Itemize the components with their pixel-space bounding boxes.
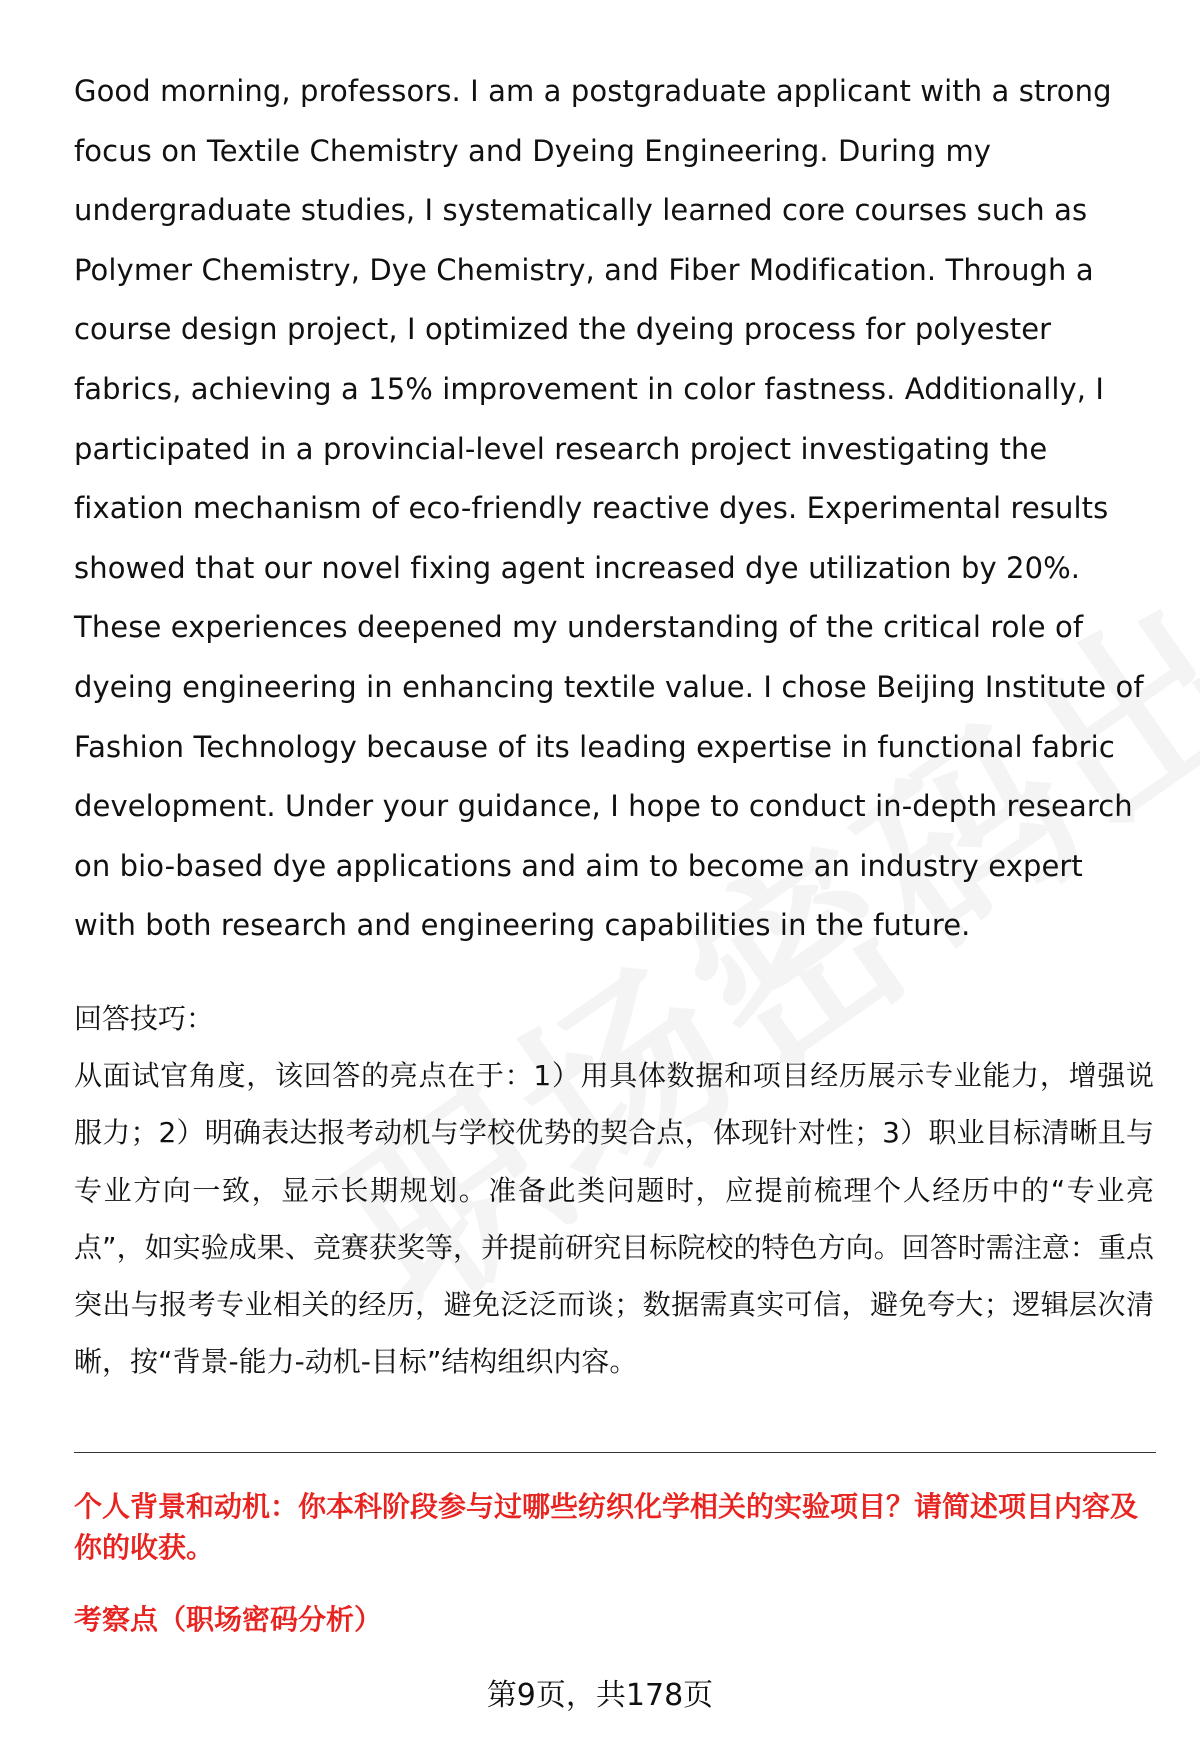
main-content — [74, 62, 1154, 1391]
exam-point-heading: 考察点（职场密码分析） — [74, 1603, 383, 1636]
sample-answer-paragraph: Good morning, professors. I am a postgraduate applicant with a strong focus on Textile Chemistry and Dyeing Engineering. During my undergraduate studies, I systematically learned core courses such as Polymer Chemistry, Dye Chemistry, and Fiber Modification. Through a course design project, I optimized the dyeing process for polyester fabrics, achieving a 15% improvement in color fastness. Additionally, I participated in a provincial-level research project investigating the fixation mechanism of eco-friendly reactive dyes. Experimental results showed that our novel fixing agent increased dye utilization by 20%. These experiences deepened my understanding of the critical role of dyeing engineering in enhancing textile value. I chose Beijing Institute of Fashion Technology because of its leading expertise in functional fabric development. Under your guidance, I hope to conduct in-depth research on bio-based dye applications and aim to become an industry expert with both research and engineering capabilities in the future. — [74, 74, 1144, 943]
answer-tips-heading: 回答技巧： — [74, 1001, 215, 1035]
page-number: 第9页，共178页 — [486, 1678, 714, 1713]
section-divider — [74, 1452, 1156, 1453]
next-question-heading: 个人背景和动机：你本科阶段参与过哪些纺织化学相关的实验项目？请简述项目内容及你的收获。 — [74, 1490, 1139, 1564]
answer-tips-body: 从面试官角度，该回答的亮点在于：1）用具体数据和项目经历展示专业能力，增强说服力；2）明确表达报考动机与学校优势的契合点，体现针对性；3）职业目标清晰且与专业方向一致，显示长期规划。准备此类问题时，应提前梳理个人经历中的“专业亮点”，如实验成果、竞赛获奖等，并提前研究目标院校的特色方向。回答时需注意：重点突出与报考专业相关的经历，避免泛泛而谈；数据需真实可信，避免夸大；逻辑层次清晰，按“背景-能力-动机-目标”结构组织内容。 — [74, 1058, 1154, 1379]
